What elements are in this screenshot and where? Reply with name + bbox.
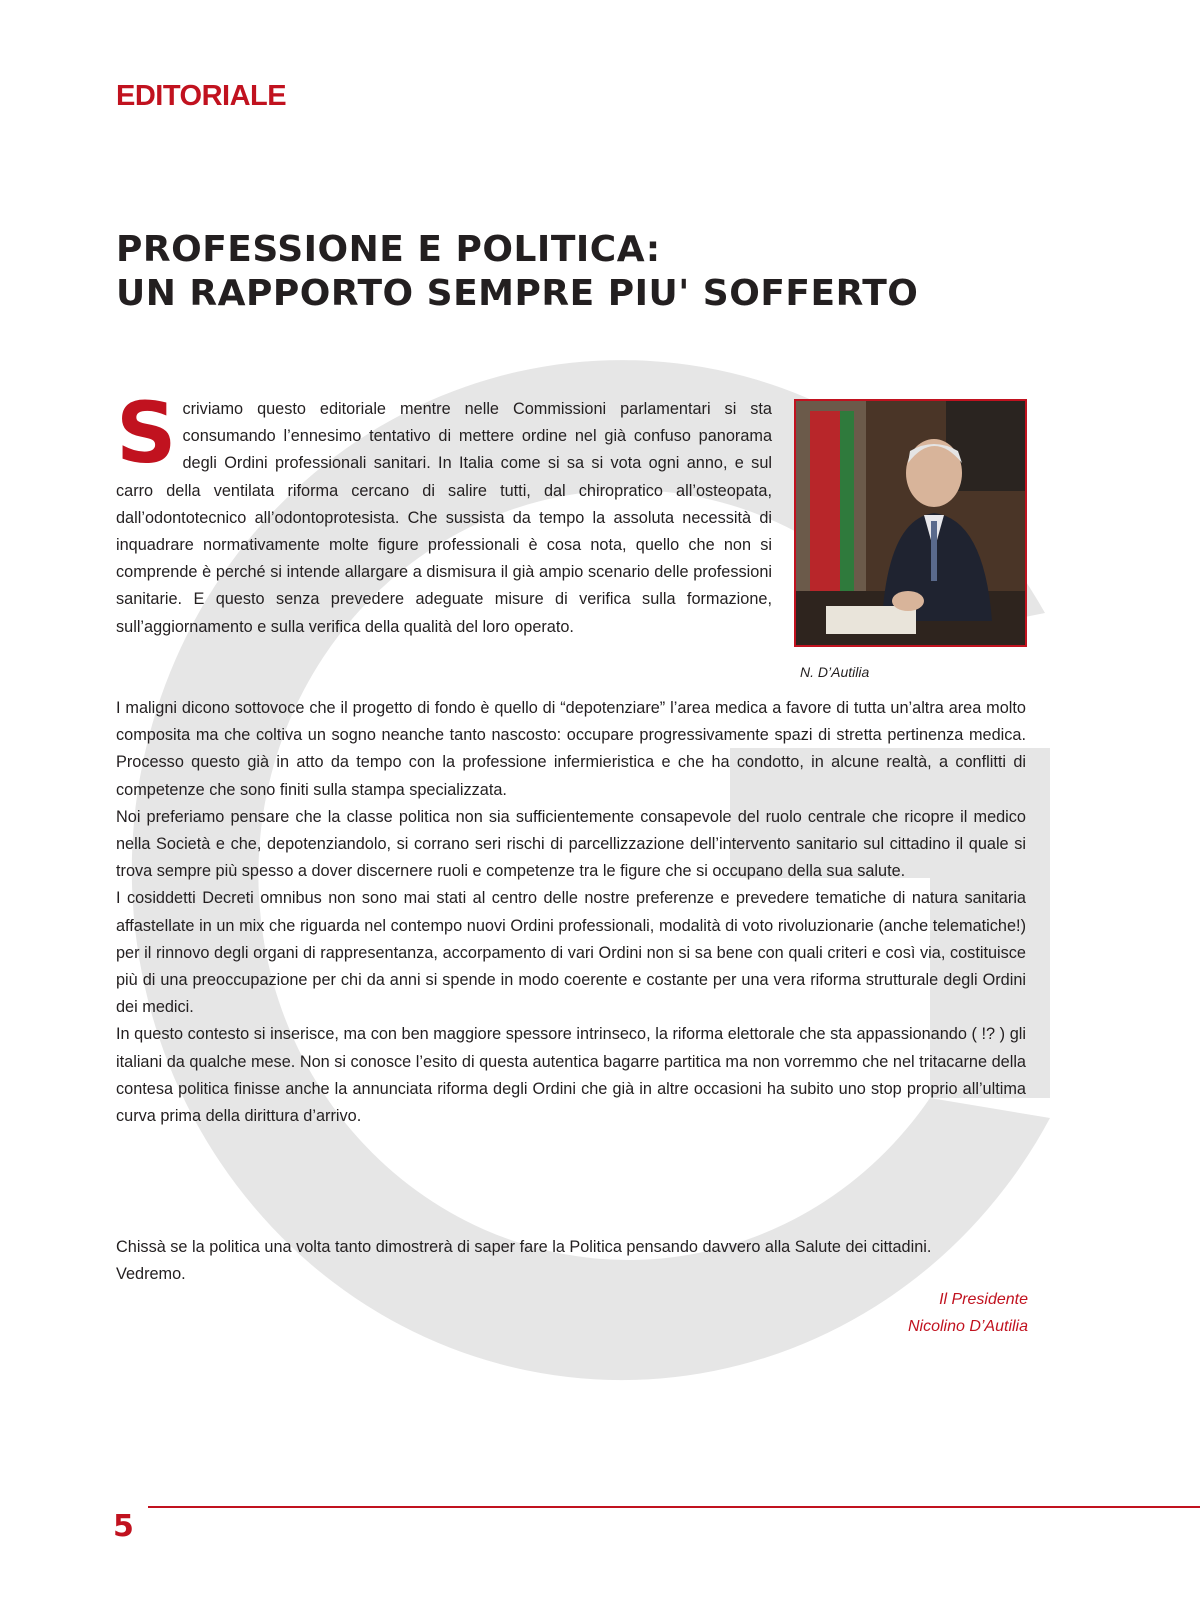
page-number: 5 — [113, 1509, 134, 1544]
paragraph-4: In questo contesto si inserisce, ma con ben maggiore spessore intrinseco, la riforma elettorale che sta appassionando ( !? ) gli italiani da qualche mese. Non si conosce l’esito di questa autentica bagarre partitica ma non vorremmo che nel tritacarne della contesa politica finisse anche la annunciata riforma degli Ordini che già in altre occasioni ha subito uno stop proprio all’ultima curva prima della dirittura d’arrivo. — [116, 1025, 1026, 1126]
signature-role: Il Presidente — [939, 1291, 1028, 1308]
footer-rule — [148, 1506, 1200, 1508]
headline — [116, 228, 918, 316]
closing-line-1: Chissà se la politica una volta tanto dimostrerà di saper fare la Politica pensando davvero alla Salute dei cittadini. — [116, 1238, 932, 1256]
photo-caption: N. D’Autilia — [800, 664, 870, 680]
paragraph-3: I cosiddetti Decreti omnibus non sono mai stati al centro delle nostre preferenze e prevedere tematiche di natura sanitaria affastellate in un mix che riguarda nel contempo nuovi Ordini professionali, modalità di voto rivoluzionarie (anche telematiche!) per il rinnovo degli organi di rappresentanza, accorpamento di vari Ordini non si sa bene con quali criteri e così via, costituisce più di una preoccupazione per chi da anni si spende in modo coerente e costante per una vera riforma strutturale degli Ordini dei medici. — [116, 889, 1026, 1017]
closing-remark — [116, 1234, 1046, 1288]
lead-paragraph — [116, 384, 772, 641]
drop-cap: S — [116, 384, 177, 482]
portrait-photo — [794, 399, 1027, 647]
section-label: EDITORIALE — [116, 80, 287, 112]
headline-line-1: PROFESSIONE E POLITICA: — [116, 229, 661, 270]
lead-text: criviamo questo editoriale mentre nelle Commissioni parlamentari si sta consumando l’ennesimo tentativo di mettere ordine nel già confuso panorama degli Ordini professionali sanitari. In Italia come si sa si vota ogni anno, e sul carro della ventilata riforma cercano di salire tutti, dal chiropratico all’osteopata, dall’odontotecnico all’odontoprotesista. Che sussista da tempo la assoluta necessità di inquadrare normativamente molte figure professionali è cosa nota, quello che non si comprende è perché si intende allargare a dismisura il già ampio scenario delle professioni sanitarie. E questo senza prevedere adeguate misure di verifica sulla formazione, sull’aggiornamento e sulla verifica della qualità del loro operato. — [116, 400, 772, 636]
paragraph-1: I maligni dicono sottovoce che il progetto di fondo è quello di “depotenziare” l’area medica a favore di tutta un’altra area molto composita ma che coltiva un sogno neanche tanto nascosto: occupare progressivamente spazi di stretta pertinenza medica. Processo questo già in atto da tempo con la professione infermieristica e che ha condotto, in alcune realtà, a conflitti di competenze che sono finiti sulla stampa specializzata. — [116, 699, 1026, 799]
headline-line-2: UN RAPPORTO SEMPRE PIU' SOFFERTO — [116, 273, 919, 314]
article-body — [116, 695, 1026, 1130]
signature — [908, 1286, 1028, 1340]
signature-name: Nicolino D’Autilia — [907, 1318, 1028, 1335]
closing-line-2: Vedremo. — [116, 1265, 186, 1284]
paragraph-2: Noi preferiamo pensare che la classe politica non sia sufficientemente consapevole del ruolo centrale che ricopre il medico nella Società e che, depotenziandolo, si corrano seri rischi di parcellizzazione dell’intervento sanitario sul cittadino il quale si trova sempre più spesso a dover discernere ruoli e competenze tra le figure che si occupano della sua salute. — [116, 807, 1026, 881]
